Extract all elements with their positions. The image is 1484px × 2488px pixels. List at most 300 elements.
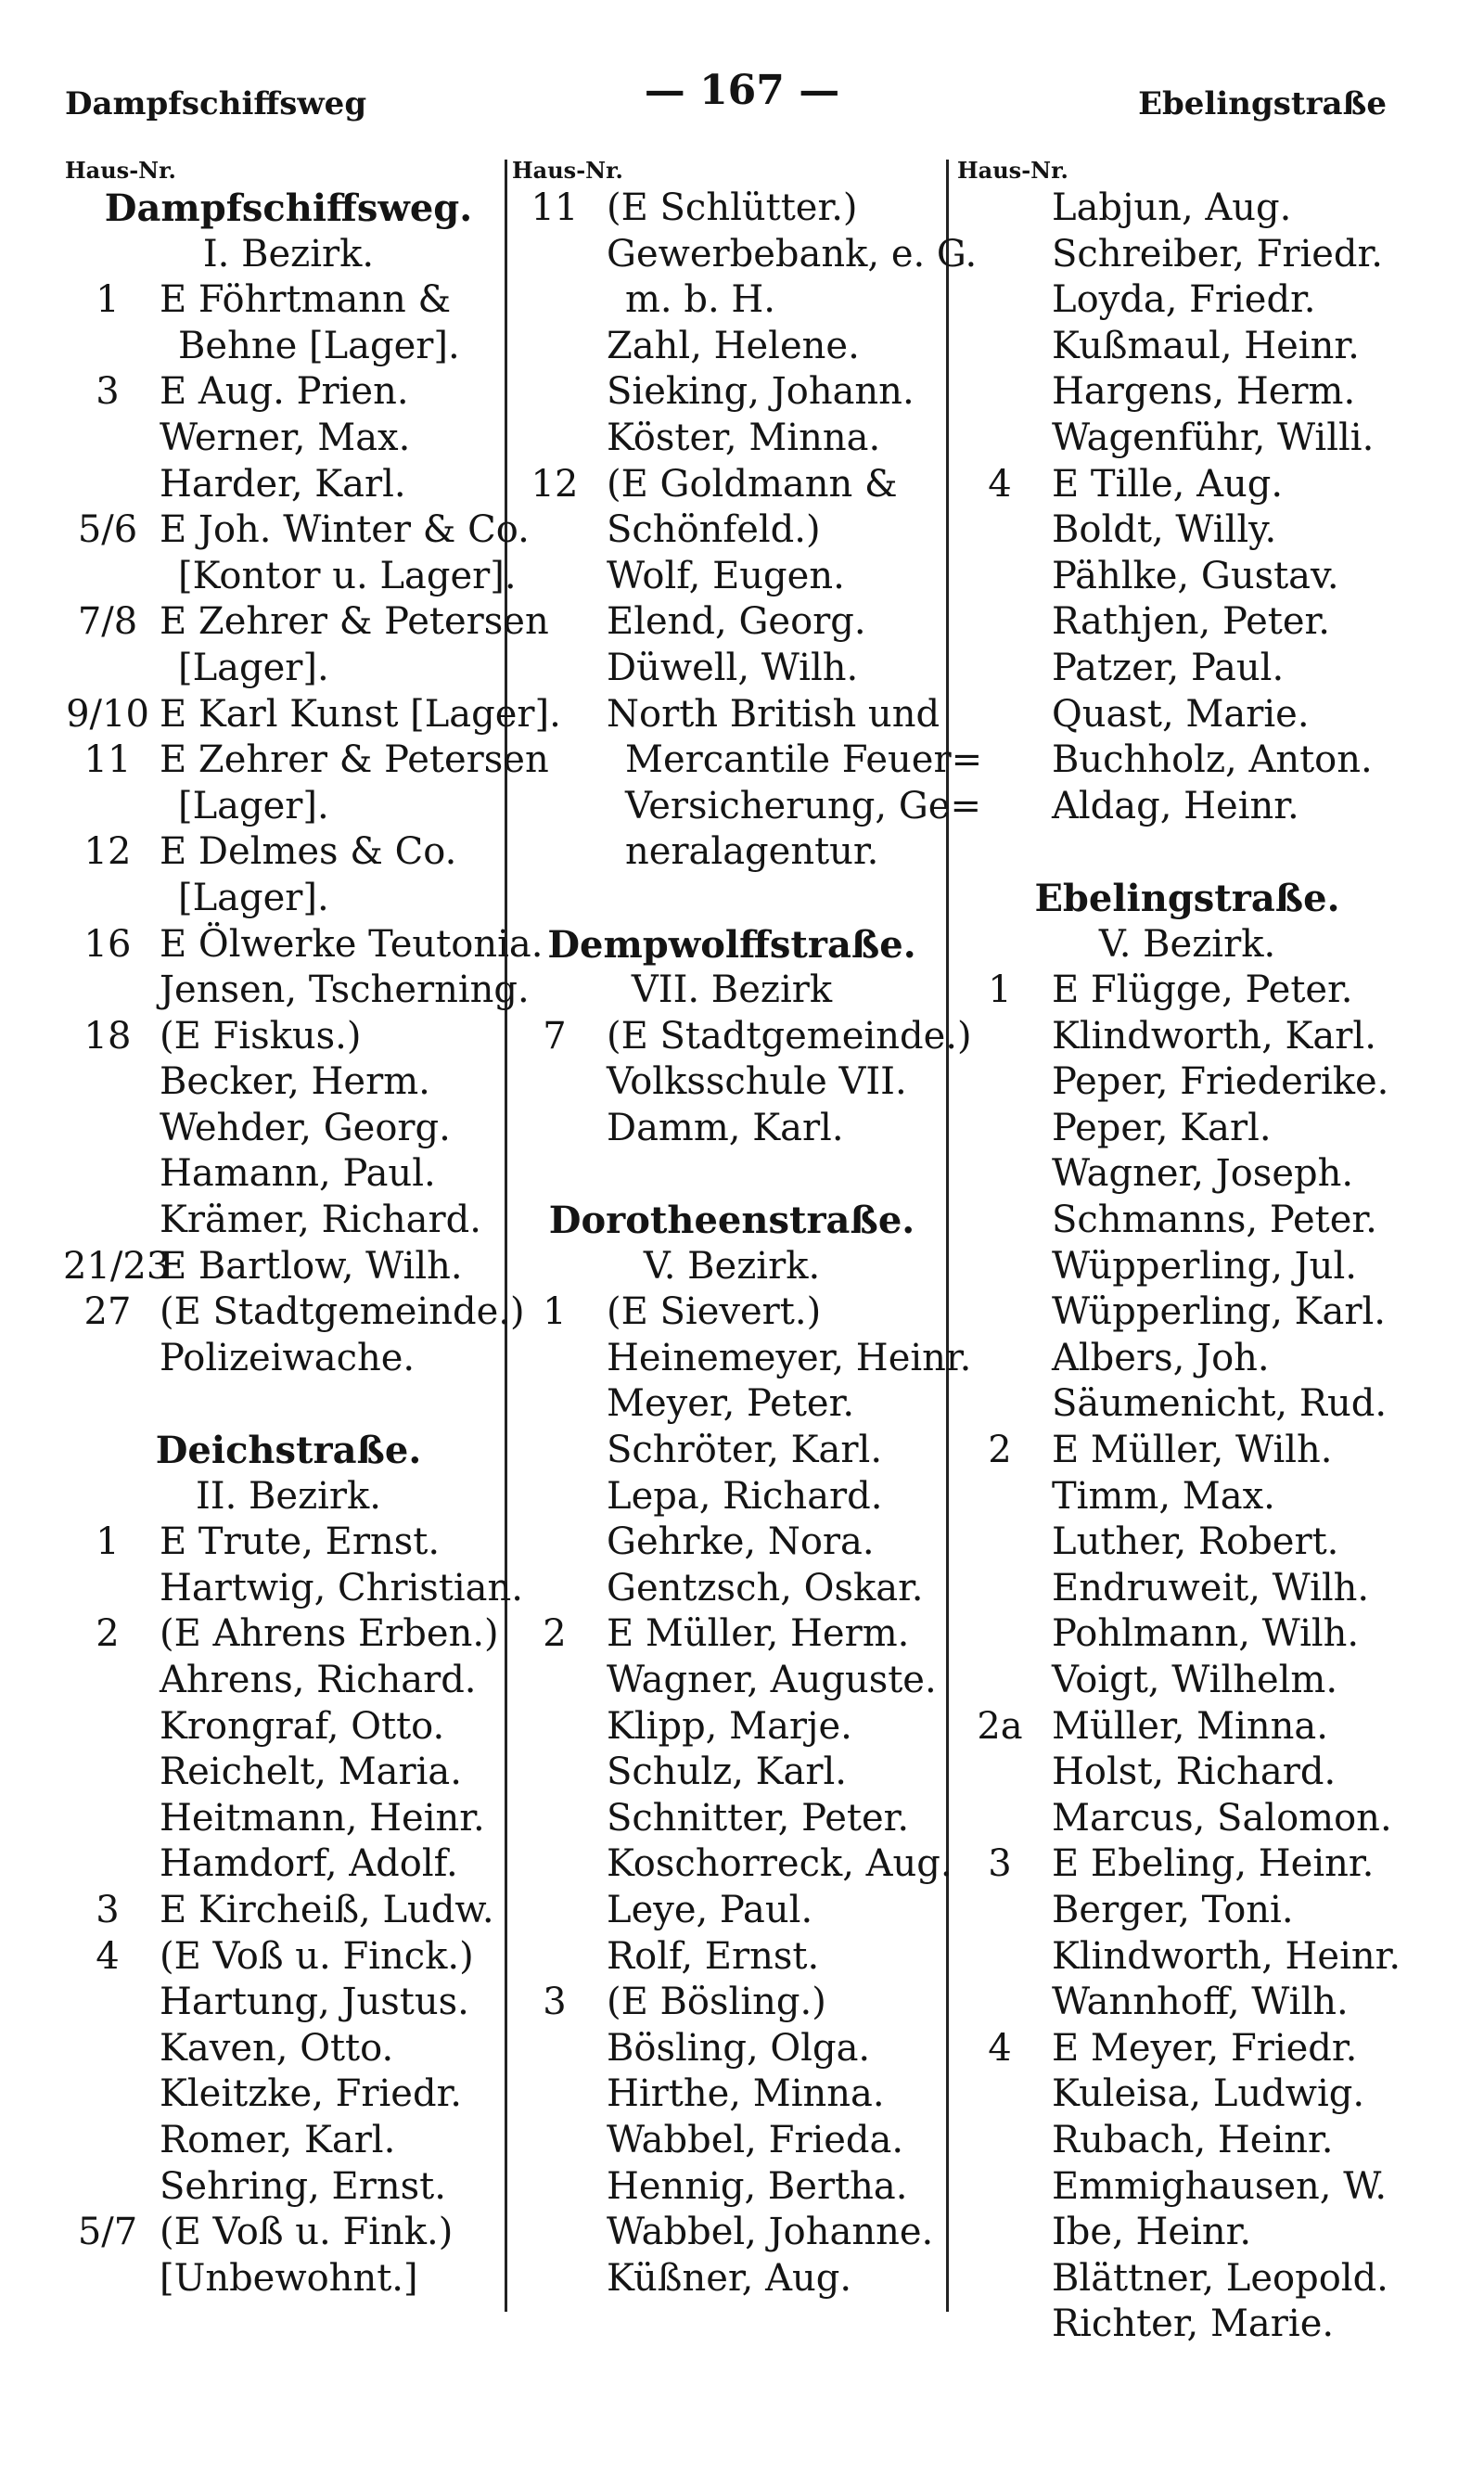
resident-name: Jensen, Tscherning. <box>160 968 530 1012</box>
directory-entry <box>955 507 1419 554</box>
directory-entry <box>63 968 530 1014</box>
house-number: 18 <box>83 1014 132 1058</box>
resident-name: Sehring, Ernst. <box>160 2164 446 2208</box>
directory-entry <box>955 1106 1419 1152</box>
section-gap <box>63 1381 514 1428</box>
house-number-header: Haus-Nr. <box>957 157 1068 184</box>
resident-name: Emmighausen, W. <box>1052 2164 1388 2208</box>
resident-name: [Kontor u. Lager]. <box>178 554 517 597</box>
street-heading: Dampfschiffsweg. <box>104 186 473 230</box>
directory-entry <box>510 1336 972 1382</box>
resident-name: E Zehrer & Petersen <box>160 738 549 782</box>
directory-entry <box>63 2026 514 2072</box>
resident-name: (E Schlütter.) <box>607 186 858 229</box>
directory-entry <box>955 369 1419 416</box>
directory-entry <box>510 1059 953 1106</box>
directory-entry <box>510 2164 953 2211</box>
house-number-header: Haus-Nr. <box>65 157 176 184</box>
resident-name: (E Fiskus.) <box>160 1014 362 1058</box>
resident-name: (E Sievert.) <box>607 1290 822 1334</box>
resident-name: Peper, Friederike. <box>1052 1060 1389 1104</box>
house-number: 21/23 <box>63 1244 171 1288</box>
resident-name: Meyer, Peter. <box>607 1382 855 1426</box>
house-number: 1 <box>543 1290 567 1334</box>
district-label: VII. Bezirk <box>631 968 833 1012</box>
resident-name: Wagner, Joseph. <box>1052 1152 1354 1196</box>
resident-name: Ibe, Heinr. <box>1052 2211 1252 2254</box>
directory-entry <box>510 1796 953 1842</box>
directory-entry <box>63 2164 514 2211</box>
entry-continuation <box>63 876 514 922</box>
directory-entry <box>63 1796 514 1842</box>
house-number: 4 <box>988 2026 1012 2070</box>
directory-entry <box>510 1520 953 1566</box>
column-2 <box>510 156 983 2302</box>
directory-entry <box>955 1244 1419 1290</box>
resident-name: Krongraf, Otto. <box>160 1704 445 1748</box>
resident-name: [Lager]. <box>178 876 329 919</box>
directory-entry <box>63 2071 514 2118</box>
resident-name: Volksschule VII. <box>607 1060 907 1104</box>
directory-entry <box>63 692 561 738</box>
directory-entry <box>955 1381 1419 1428</box>
house-number: 7 <box>543 1014 567 1058</box>
directory-entry <box>955 232 1419 278</box>
directory-entry <box>955 2118 1419 2164</box>
directory-entry <box>63 922 544 968</box>
directory-entry <box>955 1841 1419 1888</box>
house-number: 11 <box>83 738 132 782</box>
directory-entry <box>510 1474 953 1520</box>
directory-entry <box>63 1934 514 1981</box>
resident-name: Wehder, Georg. <box>160 1106 451 1149</box>
left-running-head: Dampfschiffsweg <box>65 85 367 122</box>
resident-name: Wannhoff, Wilh. <box>1052 1981 1349 2024</box>
house-number: 2a <box>977 1704 1023 1748</box>
directory-entry <box>63 737 549 784</box>
resident-name: Leye, Paul. <box>607 1888 813 1931</box>
resident-name: (E Voß u. Finck.) <box>160 1934 474 1978</box>
directory-entry <box>955 1566 1419 1612</box>
resident-name: Schröter, Karl. <box>607 1429 883 1472</box>
resident-name: Versicherung, Ge= <box>625 784 981 827</box>
resident-name: Blättner, Leopold. <box>1052 2256 1388 2300</box>
directory-entry <box>63 507 530 554</box>
directory-entry <box>510 462 953 508</box>
resident-name: Gewerbebank, e. G. <box>607 232 978 276</box>
directory-entry <box>510 2210 953 2256</box>
directory-entry <box>510 1566 953 1612</box>
directory-entry <box>955 737 1419 784</box>
directory-entry <box>955 1151 1419 1198</box>
directory-entry <box>955 2302 1419 2348</box>
resident-name: Heinemeyer, Heinr. <box>607 1336 972 1379</box>
directory-entry <box>955 2026 1419 2072</box>
resident-name: Klindworth, Heinr. <box>1052 1934 1401 1978</box>
directory-entry <box>510 507 953 554</box>
directory-entry <box>510 1106 953 1152</box>
house-number: 1 <box>988 968 1012 1012</box>
resident-name: E Müller, Herm. <box>607 1612 910 1656</box>
directory-entry <box>955 1658 1419 1704</box>
resident-name: (E Ahrens Erben.) <box>160 1612 499 1656</box>
resident-name: Koschorreck, Aug. <box>607 1842 953 1886</box>
resident-name: Pählke, Gustav. <box>1052 554 1339 597</box>
entry-continuation <box>63 784 514 830</box>
directory-entry <box>63 1658 514 1704</box>
directory-entry <box>63 1980 514 2026</box>
resident-name: Patzer, Paul. <box>1052 646 1285 689</box>
directory-entry <box>63 1611 514 1658</box>
directory-entry <box>63 1750 514 1796</box>
street-heading: Deichstraße. <box>155 1429 422 1473</box>
house-number: 5/6 <box>77 508 138 552</box>
directory-entry <box>510 2071 953 2118</box>
resident-name: Kuleisa, Ludwig. <box>1052 2072 1365 2116</box>
resident-name: E Föhrtmann & <box>160 278 452 322</box>
resident-name: Romer, Karl. <box>160 2118 396 2161</box>
directory-entry <box>955 599 1419 646</box>
resident-name: Peper, Karl. <box>1052 1106 1272 1149</box>
entry-continuation <box>63 554 517 600</box>
house-number: 2 <box>96 1612 120 1656</box>
resident-name: Pohlmann, Wilh. <box>1052 1612 1360 1656</box>
resident-name: Küßner, Aug. <box>607 2256 852 2300</box>
resident-name: Harder, Karl. <box>160 462 406 506</box>
house-number: 3 <box>96 1888 120 1931</box>
directory-entry <box>510 416 953 462</box>
resident-name: Mercantile Feuer= <box>625 738 983 782</box>
resident-name: Rubach, Heinr. <box>1052 2118 1334 2161</box>
right-running-head: Ebelingstraße <box>1138 85 1387 122</box>
street-heading: Dorotheenstraße. <box>548 1199 915 1243</box>
resident-name: Gentzsch, Oskar. <box>607 1566 924 1610</box>
house-number: 16 <box>83 922 132 966</box>
resident-name: [Lager]. <box>178 784 329 827</box>
resident-name: [Lager]. <box>178 646 329 689</box>
entry-continuation <box>510 737 983 784</box>
house-number: 7/8 <box>77 600 138 644</box>
resident-name: Klindworth, Karl. <box>1052 1014 1376 1058</box>
resident-name: Becker, Herm. <box>160 1060 430 1104</box>
directory-entry <box>63 1888 514 1934</box>
street-heading: Dempwolffstraße. <box>547 922 916 967</box>
resident-name: Kleitzke, Friedr. <box>160 2072 463 2116</box>
page-number: — 167 — <box>644 67 840 114</box>
resident-name: Zahl, Helene. <box>607 324 860 367</box>
directory-entry <box>63 369 514 416</box>
section-gap <box>510 876 953 922</box>
resident-name: Wabbel, Johanne. <box>607 2211 934 2254</box>
directory-entry <box>63 1336 514 1382</box>
resident-name: E Flügge, Peter. <box>1052 968 1353 1012</box>
district-label: V. Bezirk. <box>643 1244 821 1288</box>
resident-name: Voigt, Wilhelm. <box>1052 1659 1338 1701</box>
resident-name: Timm, Max. <box>1052 1474 1275 1518</box>
resident-name: Hennig, Bertha. <box>607 2164 908 2208</box>
house-number: 4 <box>96 1934 120 1978</box>
directory-entry <box>955 1611 1419 1658</box>
resident-name: Loyda, Friedr. <box>1052 278 1316 322</box>
resident-name: E Karl Kunst [Lager]. <box>160 692 561 736</box>
entry-continuation <box>510 784 981 830</box>
street-heading: Ebelingstraße. <box>1034 876 1340 920</box>
house-number: 1 <box>96 278 120 322</box>
resident-name: E Trute, Ernst. <box>160 1520 441 1564</box>
entry-continuation <box>510 277 953 324</box>
resident-name: Werner, Max. <box>160 416 411 459</box>
directory-entry <box>510 692 953 738</box>
directory-entry <box>510 2026 953 2072</box>
column-1 <box>63 156 561 2302</box>
directory-entry <box>955 692 1419 738</box>
resident-name: Quast, Marie. <box>1052 692 1310 736</box>
house-number: 12 <box>83 830 132 874</box>
resident-name: Polizeiwache. <box>160 1336 416 1379</box>
directory-entry <box>955 1014 1419 1060</box>
resident-name: Wüpperling, Jul. <box>1052 1244 1357 1288</box>
directory-entry <box>955 277 1419 324</box>
directory-entry <box>510 1841 953 1888</box>
house-number: 12 <box>531 462 579 506</box>
directory-entry <box>510 232 978 278</box>
directory-entry <box>510 1704 953 1751</box>
resident-name: Krämer, Richard. <box>160 1199 481 1242</box>
directory-entry <box>63 1841 514 1888</box>
directory-entry <box>63 1151 514 1198</box>
directory-entry <box>955 1474 1419 1520</box>
resident-name: Endruweit, Wilh. <box>1052 1566 1370 1610</box>
resident-name: Schnitter, Peter. <box>607 1796 910 1840</box>
directory-entry <box>510 554 953 600</box>
entry-continuation <box>63 324 514 370</box>
resident-name: (E Voß u. Fink.) <box>160 2211 454 2254</box>
directory-entry <box>955 646 1419 692</box>
house-number: 11 <box>531 186 579 229</box>
resident-name: E Joh. Winter & Co. <box>160 508 530 552</box>
resident-name: Berger, Toni. <box>1052 1888 1294 1931</box>
directory-entry <box>510 1428 953 1474</box>
directory-entry <box>63 1289 525 1336</box>
resident-name: [Unbewohnt.] <box>160 2256 418 2300</box>
directory-entry <box>955 1289 1419 1336</box>
resident-name: Wabbel, Frieda. <box>607 2118 904 2161</box>
directory-entry <box>63 2118 514 2164</box>
resident-name: neralagentur. <box>625 830 879 874</box>
directory-entry <box>63 829 514 876</box>
resident-name: E Tille, Aug. <box>1052 462 1284 506</box>
directory-entry <box>510 324 953 370</box>
resident-name: E Bartlow, Wilh. <box>160 1244 463 1288</box>
resident-name: Luther, Robert. <box>1052 1520 1339 1564</box>
resident-name: (E Goldmann & <box>607 462 898 506</box>
resident-name: E Aug. Prien. <box>160 370 409 414</box>
directory-entry <box>510 1888 953 1934</box>
directory-entry <box>510 2118 953 2164</box>
directory-entry <box>63 1198 514 1244</box>
directory-entry <box>955 1059 1419 1106</box>
resident-name: E Ebeling, Heinr. <box>1052 1842 1375 1886</box>
resident-name: Elend, Georg. <box>607 600 866 644</box>
resident-name: Gehrke, Nora. <box>607 1520 875 1564</box>
directory-entry <box>955 1934 1419 1981</box>
resident-name: (E Bösling.) <box>607 1981 826 2024</box>
entry-continuation <box>510 829 953 876</box>
directory-entry <box>955 968 1419 1014</box>
directory-entry <box>955 2210 1419 2256</box>
house-number: 2 <box>988 1429 1012 1472</box>
directory-entry <box>955 324 1419 370</box>
directory-entry <box>955 1888 1419 1934</box>
resident-name: Bösling, Olga. <box>607 2026 871 2070</box>
directory-entry <box>955 1428 1419 1474</box>
directory-entry <box>510 1611 953 1658</box>
directory-entry <box>63 1059 514 1106</box>
directory-entry <box>955 1980 1419 2026</box>
resident-name: Wolf, Eugen. <box>607 554 845 597</box>
resident-name: Hartwig, Christian. <box>160 1566 523 1610</box>
resident-name: Düwell, Wilh. <box>607 646 859 689</box>
directory-entry <box>63 1566 523 1612</box>
resident-name: Aldag, Heinr. <box>1052 784 1299 827</box>
resident-name: Rathjen, Peter. <box>1052 600 1330 644</box>
resident-name: Heitmann, Heinr. <box>160 1796 485 1840</box>
directory-entry <box>63 1704 514 1751</box>
directory-entry <box>510 369 953 416</box>
resident-name: Hargens, Herm. <box>1052 370 1356 414</box>
resident-name: m. b. H. <box>625 278 775 322</box>
house-number: 3 <box>988 1842 1012 1886</box>
directory-entry <box>510 1658 953 1704</box>
directory-entry <box>63 1244 514 1290</box>
resident-name: Marcus, Salomon. <box>1052 1796 1392 1840</box>
directory-entry <box>63 416 514 462</box>
resident-name: Holst, Richard. <box>1052 1751 1337 1794</box>
section-gap <box>510 1151 953 1198</box>
resident-name: North British und <box>607 692 940 736</box>
district-label: II. Bezirk. <box>195 1474 382 1518</box>
directory-entry <box>63 277 514 324</box>
house-number: 1 <box>96 1520 120 1564</box>
house-number: 2 <box>543 1612 567 1656</box>
directory-entry <box>955 1750 1419 1796</box>
resident-name: Boldt, Willy. <box>1052 508 1277 552</box>
directory-entry <box>955 784 1419 830</box>
resident-name: E Ölwerke Teutonia. <box>160 922 544 966</box>
directory-entry <box>510 1014 972 1060</box>
directory-entry <box>955 2071 1419 2118</box>
resident-name: Wüpperling, Karl. <box>1052 1290 1386 1334</box>
directory-entry <box>510 2256 953 2302</box>
house-number: 9/10 <box>66 692 149 736</box>
directory-entry <box>510 646 953 692</box>
resident-name: (E Stadtgemeinde.) <box>607 1014 972 1058</box>
house-number: 5/7 <box>77 2211 138 2254</box>
resident-name: Hamann, Paul. <box>160 1152 436 1196</box>
directory-entry <box>955 1520 1419 1566</box>
directory-entry <box>510 1381 953 1428</box>
resident-name: Reichelt, Maria. <box>160 1751 462 1794</box>
resident-name: Müller, Minna. <box>1052 1704 1328 1748</box>
house-number-header: Haus-Nr. <box>512 157 623 184</box>
directory-entry <box>510 1289 953 1336</box>
resident-name: Schreiber, Friedr. <box>1052 232 1383 276</box>
directory-entry <box>955 1198 1419 1244</box>
directory-entry <box>510 1980 953 2026</box>
resident-name: Wagenführ, Willi. <box>1052 416 1375 459</box>
resident-name: Schönfeld.) <box>607 508 821 552</box>
section-gap <box>955 829 1419 876</box>
resident-name: E Meyer, Friedr. <box>1052 2026 1358 2070</box>
house-number: 27 <box>83 1290 132 1334</box>
running-head <box>0 67 1484 122</box>
resident-name: E Delmes & Co. <box>160 830 457 874</box>
directory-entry <box>955 1336 1419 1382</box>
resident-name: Labjun, Aug. <box>1052 186 1292 229</box>
directory-entry <box>63 599 549 646</box>
resident-name: Wagner, Auguste. <box>607 1659 937 1701</box>
directory-entry <box>955 416 1419 462</box>
directory-entry <box>955 2256 1419 2302</box>
resident-name: Hamdorf, Adolf. <box>160 1842 458 1886</box>
resident-name: Hirthe, Minna. <box>607 2072 885 2116</box>
resident-name: Damm, Karl. <box>607 1106 844 1149</box>
house-number: 3 <box>96 370 120 414</box>
house-number: 4 <box>988 462 1012 506</box>
district-label: V. Bezirk. <box>1098 922 1276 966</box>
resident-name: Säumenicht, Rud. <box>1052 1382 1388 1426</box>
directory-entry <box>955 1796 1419 1842</box>
directory-entry <box>955 2164 1419 2211</box>
resident-name: Rolf, Ernst. <box>607 1934 820 1978</box>
entry-continuation <box>63 646 514 692</box>
resident-name: Lepa, Richard. <box>607 1474 883 1518</box>
directory-entry <box>955 186 1419 232</box>
directory-entry <box>63 2256 514 2302</box>
resident-name: Hartung, Justus. <box>160 1981 469 2024</box>
resident-name: Albers, Joh. <box>1052 1336 1270 1379</box>
resident-name: Klipp, Marje. <box>607 1704 852 1748</box>
resident-name: E Müller, Wilh. <box>1052 1429 1333 1472</box>
directory-entry <box>63 2210 514 2256</box>
directory-entry <box>510 1934 953 1981</box>
house-number: 3 <box>543 1981 567 2024</box>
resident-name: Kaven, Otto. <box>160 2026 394 2070</box>
resident-name: Behne [Lager]. <box>178 324 460 367</box>
district-label: I. Bezirk. <box>202 232 375 276</box>
resident-name: Köster, Minna. <box>607 416 881 459</box>
directory-entry <box>63 462 514 508</box>
resident-name: (E Stadtgemeinde.) <box>160 1290 525 1334</box>
resident-name: Schulz, Karl. <box>607 1751 847 1794</box>
resident-name: Sieking, Johann. <box>607 370 915 414</box>
column-3 <box>955 156 1419 2348</box>
resident-name: Schmanns, Peter. <box>1052 1199 1377 1242</box>
resident-name: Ahrens, Richard. <box>160 1659 477 1701</box>
directory-entry <box>955 554 1419 600</box>
directory-entry <box>510 599 953 646</box>
directory-entry <box>510 186 953 232</box>
resident-name: E Kircheiß, Ludw. <box>160 1888 494 1931</box>
directory-entry <box>955 1704 1419 1751</box>
resident-name: Buchholz, Anton. <box>1052 738 1373 782</box>
directory-entry <box>955 462 1419 508</box>
resident-name: Richter, Marie. <box>1052 2302 1335 2346</box>
directory-entry <box>510 1750 953 1796</box>
resident-name: Kußmaul, Heinr. <box>1052 324 1360 367</box>
resident-name: E Zehrer & Petersen <box>160 600 549 644</box>
directory-entry <box>63 1106 514 1152</box>
